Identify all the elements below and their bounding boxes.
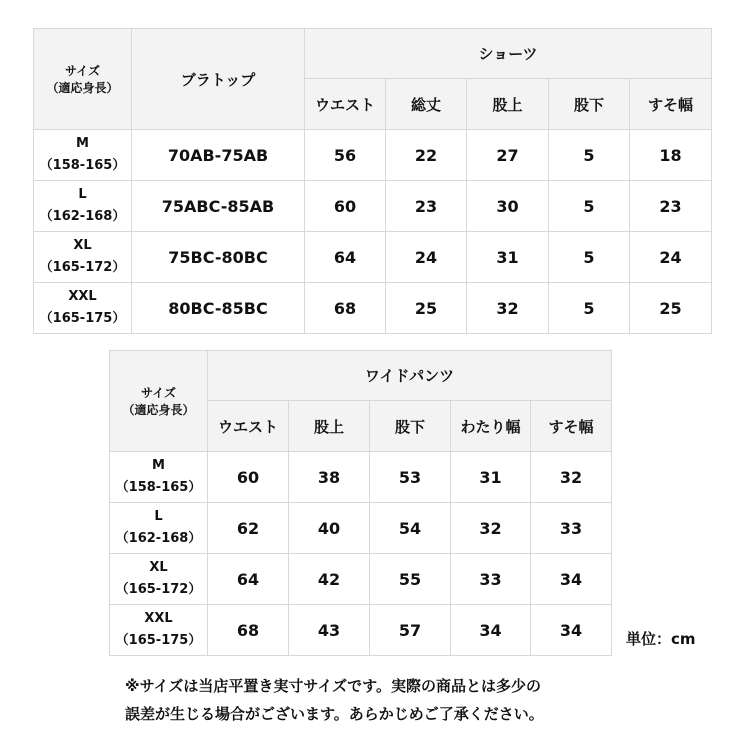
height-range: （158-165） xyxy=(115,480,202,495)
size-cell xyxy=(110,554,208,605)
unit-label: 単位：cm xyxy=(626,630,696,648)
size-cell xyxy=(110,605,208,656)
value-cell: 31 xyxy=(451,452,531,503)
value-cell: 68 xyxy=(208,605,289,656)
bratop-header: ブラトップ xyxy=(132,29,305,130)
value-cell: 32 xyxy=(531,452,612,503)
value-cell: 60 xyxy=(305,181,386,232)
value-cell: 34 xyxy=(451,605,531,656)
value-cell: 23 xyxy=(630,181,712,232)
bratop-cell: 75BC-80BC xyxy=(132,232,305,283)
table-row xyxy=(34,130,712,181)
value-cell: 40 xyxy=(289,503,370,554)
value-cell: 34 xyxy=(531,554,612,605)
value-cell: 32 xyxy=(451,503,531,554)
value-cell: 24 xyxy=(630,232,712,283)
size-cell xyxy=(34,181,132,232)
note-line: 誤差が生じる場合がございます。あらかじめご了承ください。 xyxy=(125,705,544,723)
table-row xyxy=(110,554,612,605)
size-label: XL xyxy=(149,560,168,575)
value-cell: 23 xyxy=(386,181,467,232)
size-header: サイズ xyxy=(64,64,101,78)
size-label: XL xyxy=(73,238,92,253)
bratop-shorts-size-table xyxy=(33,28,712,334)
size-header-cell xyxy=(34,29,132,130)
height-range: （165-172） xyxy=(115,582,202,597)
column-header: ウエスト xyxy=(305,79,386,130)
value-cell: 22 xyxy=(386,130,467,181)
height-range: （162-168） xyxy=(115,531,202,546)
size-label: M xyxy=(152,458,165,473)
column-header: 股上 xyxy=(467,79,549,130)
wide-pants-size-table xyxy=(109,350,612,656)
size-header-sub: （適応身長） xyxy=(122,403,195,417)
height-range: （162-168） xyxy=(39,209,126,224)
column-header: すそ幅 xyxy=(531,401,612,452)
value-cell: 38 xyxy=(289,452,370,503)
value-cell: 5 xyxy=(549,283,630,334)
column-header: すそ幅 xyxy=(630,79,712,130)
size-cell xyxy=(34,232,132,283)
table-row xyxy=(110,605,612,656)
value-cell: 31 xyxy=(467,232,549,283)
column-header: ウエスト xyxy=(208,401,289,452)
size-cell xyxy=(34,130,132,181)
height-range: （165-175） xyxy=(115,633,202,648)
value-cell: 33 xyxy=(451,554,531,605)
value-cell: 68 xyxy=(305,283,386,334)
value-cell: 62 xyxy=(208,503,289,554)
column-header: 股下 xyxy=(370,401,451,452)
table-row xyxy=(34,283,712,334)
column-header: 股下 xyxy=(549,79,630,130)
value-cell: 33 xyxy=(531,503,612,554)
value-cell: 24 xyxy=(386,232,467,283)
value-cell: 34 xyxy=(531,605,612,656)
table-row xyxy=(110,452,612,503)
value-cell: 43 xyxy=(289,605,370,656)
value-cell: 64 xyxy=(305,232,386,283)
table-row xyxy=(110,503,612,554)
size-label: L xyxy=(78,187,87,202)
size-header: サイズ xyxy=(140,386,177,400)
value-cell: 5 xyxy=(549,181,630,232)
size-header-sub: （適応身長） xyxy=(46,81,119,95)
value-cell: 57 xyxy=(370,605,451,656)
size-note xyxy=(125,672,544,728)
size-label: M xyxy=(76,136,89,151)
size-label: XXL xyxy=(144,611,173,626)
size-cell xyxy=(34,283,132,334)
column-header: わたり幅 xyxy=(451,401,531,452)
size-header-cell xyxy=(110,351,208,452)
value-cell: 25 xyxy=(630,283,712,334)
size-cell xyxy=(110,503,208,554)
size-cell xyxy=(110,452,208,503)
value-cell: 56 xyxy=(305,130,386,181)
shorts-header: ショーツ xyxy=(305,29,712,79)
column-header: 股上 xyxy=(289,401,370,452)
table-row xyxy=(34,232,712,283)
size-label: XXL xyxy=(68,289,97,304)
value-cell: 60 xyxy=(208,452,289,503)
bratop-cell: 70AB-75AB xyxy=(132,130,305,181)
value-cell: 27 xyxy=(467,130,549,181)
table-row xyxy=(34,181,712,232)
height-range: （165-175） xyxy=(39,311,126,326)
value-cell: 5 xyxy=(549,232,630,283)
bratop-cell: 75ABC-85AB xyxy=(132,181,305,232)
note-line: ※サイズは当店平置き実寸サイズです。実際の商品とは多少の xyxy=(125,677,541,695)
bratop-cell: 80BC-85BC xyxy=(132,283,305,334)
value-cell: 54 xyxy=(370,503,451,554)
size-label: L xyxy=(154,509,163,524)
value-cell: 30 xyxy=(467,181,549,232)
value-cell: 32 xyxy=(467,283,549,334)
value-cell: 55 xyxy=(370,554,451,605)
value-cell: 53 xyxy=(370,452,451,503)
value-cell: 18 xyxy=(630,130,712,181)
wide-pants-header: ワイドパンツ xyxy=(208,351,612,401)
value-cell: 25 xyxy=(386,283,467,334)
value-cell: 64 xyxy=(208,554,289,605)
value-cell: 5 xyxy=(549,130,630,181)
height-range: （165-172） xyxy=(39,260,126,275)
height-range: （158-165） xyxy=(39,158,126,173)
value-cell: 42 xyxy=(289,554,370,605)
column-header: 総丈 xyxy=(386,79,467,130)
